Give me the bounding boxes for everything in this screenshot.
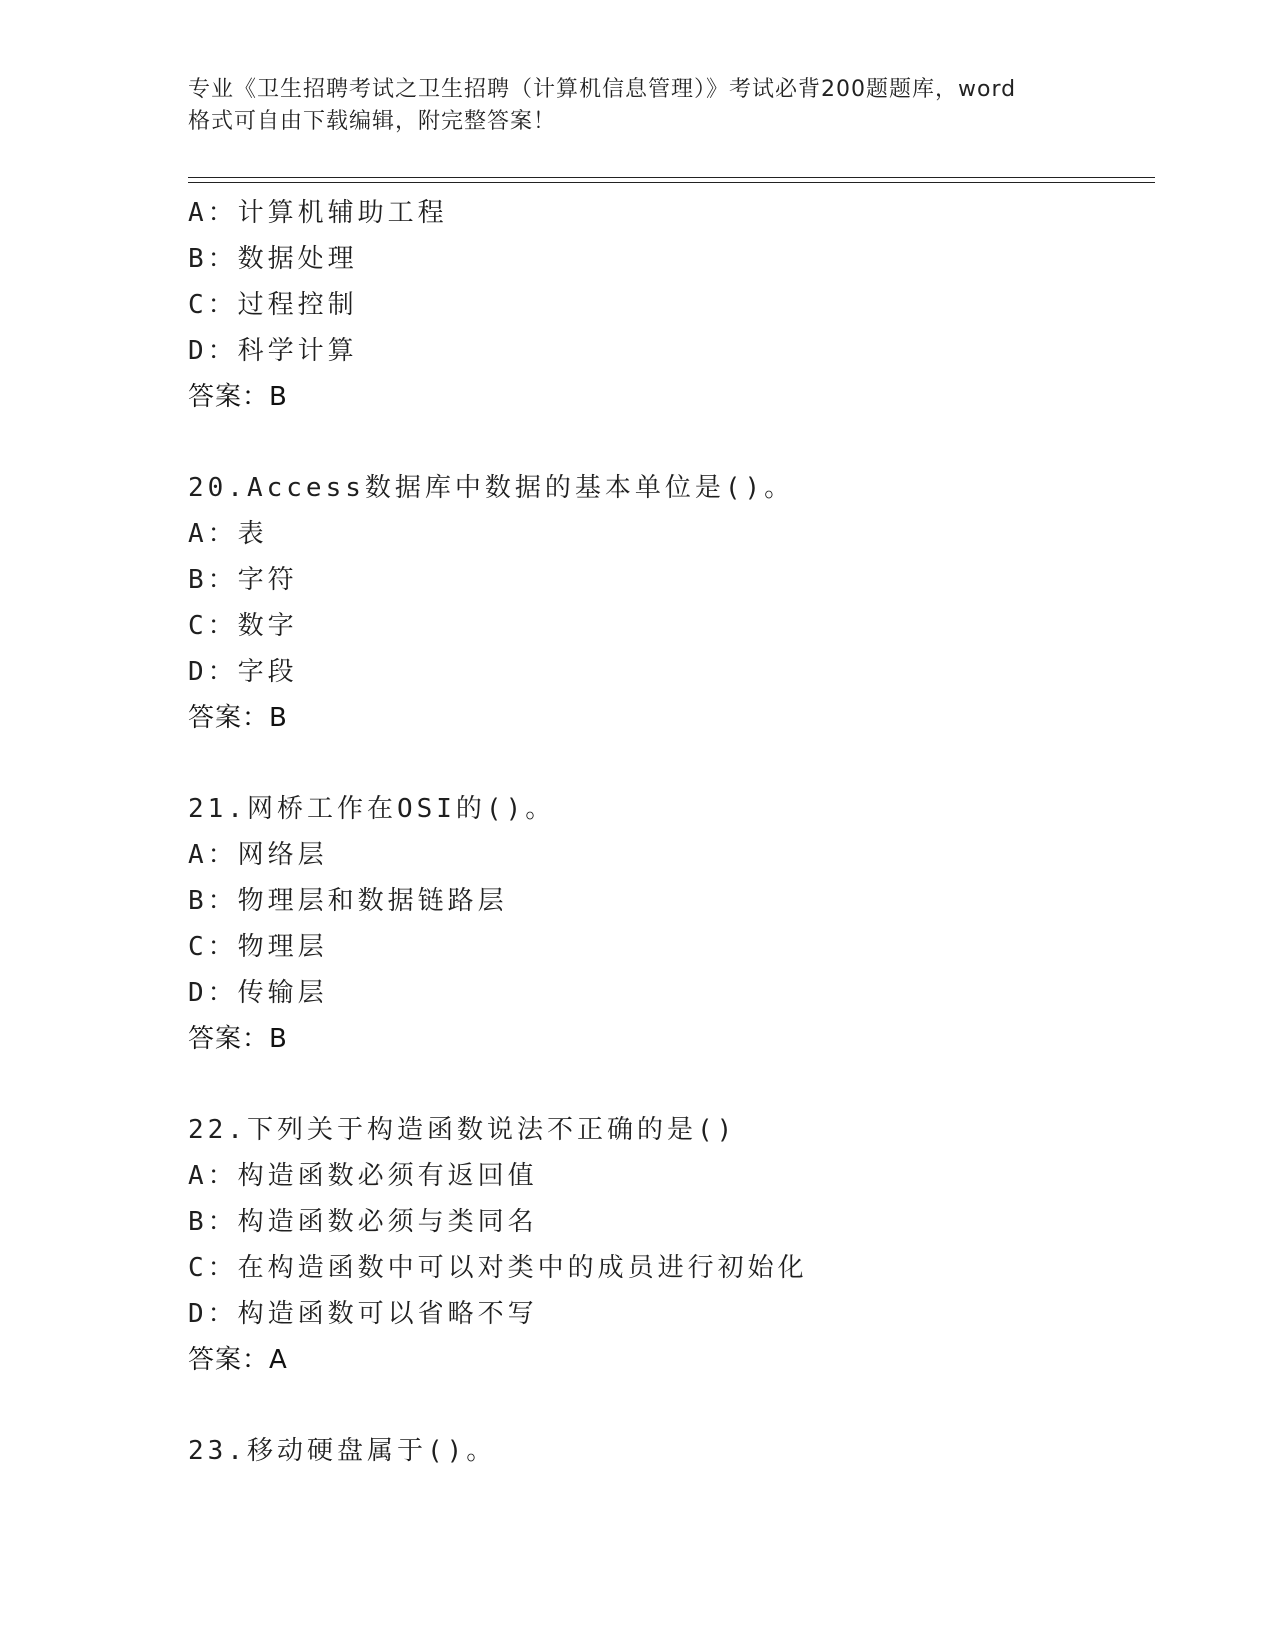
header-title-line-2: 格式可自由下载编辑，附完整答案！ [188,109,557,134]
answer-line: 答案：B [188,382,288,412]
option-c: C：过程控制 [188,290,358,320]
option-b: B：字符 [188,565,298,595]
option-a: A：计算机辅助工程 [188,198,448,228]
option-a: A：构造函数必须有返回值 [188,1161,538,1191]
option-d: D：字段 [188,657,298,687]
option-a: A：网络层 [188,840,328,870]
answer-line: 答案：B [188,1024,288,1054]
question-item [188,1428,1148,1474]
question-item [188,190,1148,420]
header-rule-top [188,177,1155,178]
option-c: C：在构造函数中可以对类中的成员进行初始化 [188,1253,808,1283]
question-text: 23.移动硬盘属于()。 [188,1436,497,1466]
option-b: B：物理层和数据链路层 [188,886,508,916]
option-d: D：构造函数可以省略不写 [188,1299,538,1329]
option-c: C：数字 [188,611,298,641]
option-b: B：构造函数必须与类同名 [188,1207,538,1237]
question-item [188,465,1148,741]
question-list [188,190,1148,1474]
question-item [188,786,1148,1062]
question-text: 22.下列关于构造函数说法不正确的是() [188,1115,737,1145]
option-b: B：数据处理 [188,244,358,274]
option-c: C：物理层 [188,932,328,962]
option-d: D：科学计算 [188,336,358,366]
answer-line: 答案：B [188,703,288,733]
question-text: 20.Access数据库中数据的基本单位是()。 [188,473,795,503]
document-header [188,74,1088,138]
header-rule-bottom [188,182,1155,183]
option-a: A：表 [188,519,268,549]
answer-line: 答案：A [188,1345,288,1375]
question-text: 21.网桥工作在OSI的()。 [188,794,556,824]
option-d: D：传输层 [188,978,328,1008]
question-item [188,1107,1148,1383]
header-title-line-1: 专业《卫生招聘考试之卫生招聘（计算机信息管理）》考试必背200题题库，word [188,77,1017,102]
